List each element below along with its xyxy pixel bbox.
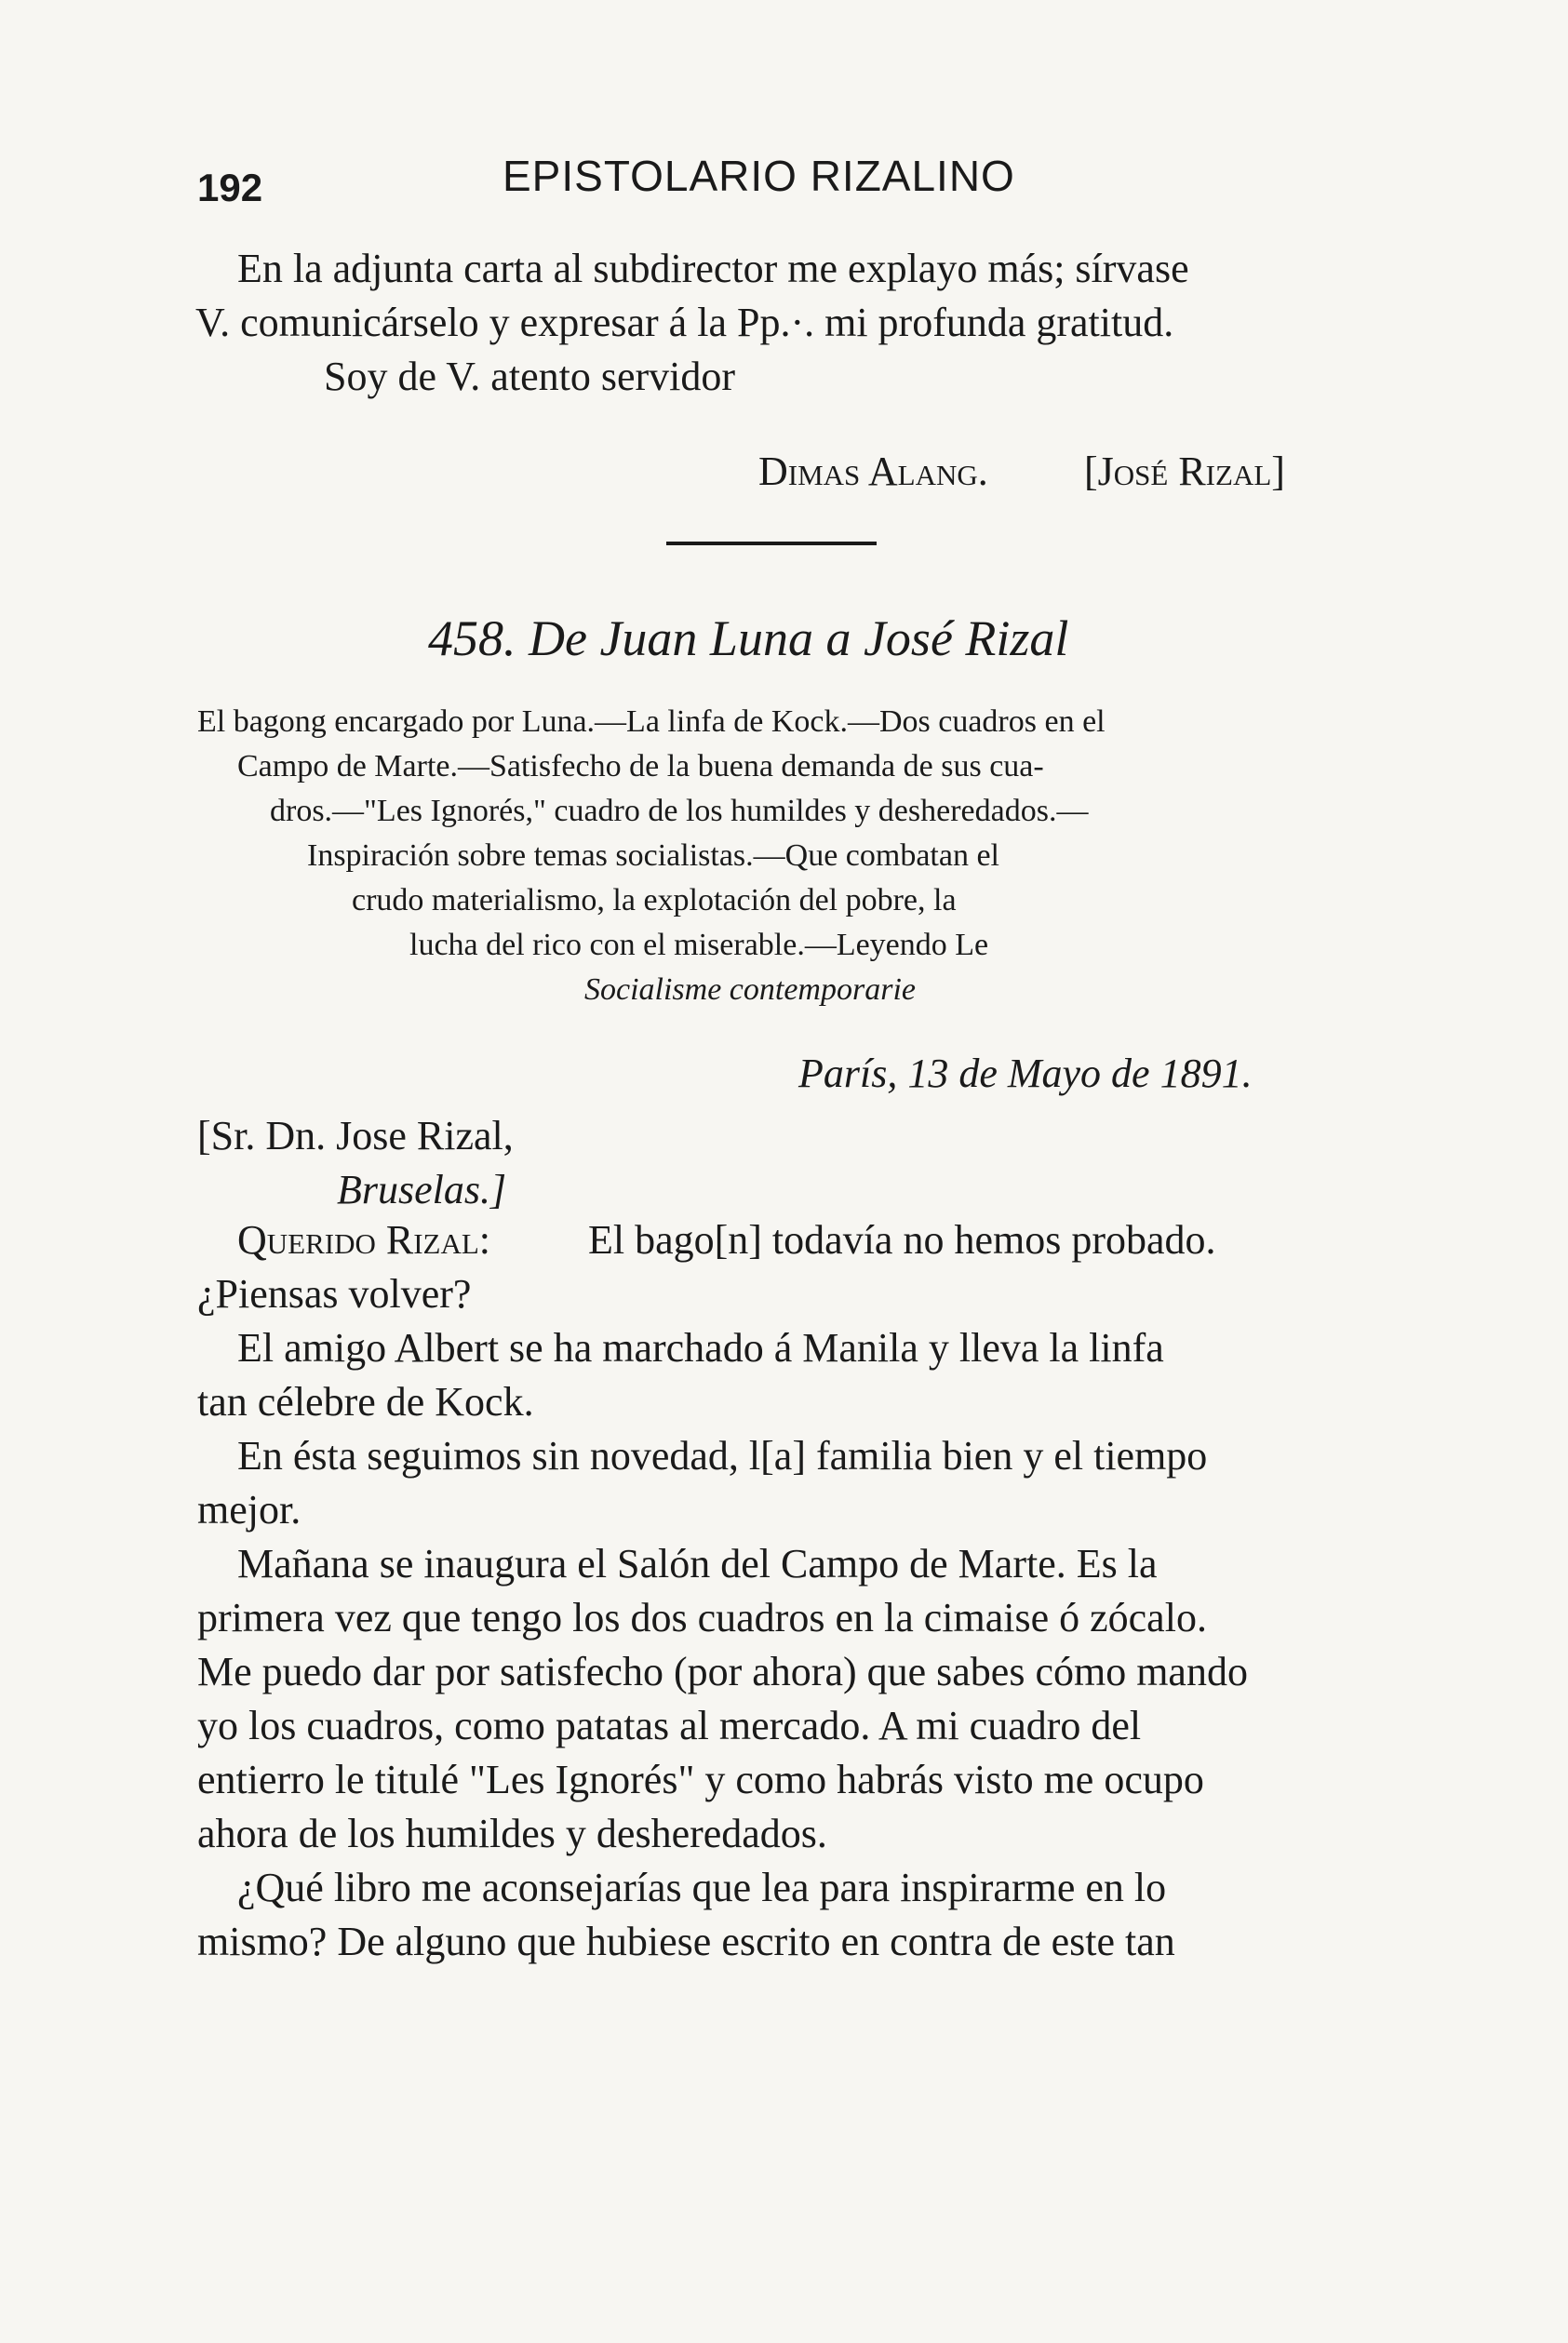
summary-line-6: lucha del rico con el miserable.—Leyendo Le [409,928,989,962]
closing-line-3: Soy de V. atento servidor [324,354,735,399]
summary-line-7: Socialisme contemporarie [584,972,916,1007]
closing-line-2: V. comunicárselo y expresar á la Pp.·. mi profunda gratitud. [195,300,1174,345]
closing-line-1: En la adjunta carta al subdirector me explayo más; sírvase [237,246,1189,291]
body-line-13: ¿Qué libro me aconsejarías que lea para inspirarme en lo [237,1865,1167,1910]
body-line-7: Mañana se inaugura el Salón del Campo de Marte. Es la [237,1541,1158,1587]
letter-date: París, 13 de Mayo de 1891. [798,1051,1253,1096]
summary-line-1: El bagong encargado por Luna.—La linfa de Kock.—Dos cuadros en el [197,704,1106,739]
body-line-10: yo los cuadros, como patatas al mercado. A mi cuadro del [197,1703,1142,1748]
body-line-4: tan célebre de Kock. [197,1379,534,1425]
body-line-2: ¿Piensas volver? [197,1271,472,1317]
body-line-6: mejor. [197,1487,302,1533]
body-line-9: Me puedo dar por satisfecho (por ahora) que sabes cómo mando [197,1649,1248,1694]
summary-line-3: dros.—"Les Ignorés," cuadro de los humildes y desheredados.— [270,794,1089,828]
body-line-12: ahora de los humildes y desheredados. [197,1811,827,1856]
summary-line-5: crudo materialismo, la explotación del pobre, la [352,883,957,917]
page-number: 192 [197,166,263,209]
letter-title: 458. De Juan Luna a José Rizal [428,610,1069,666]
body-line-3: El amigo Albert se ha marchado á Manila y lleva la linfa [237,1325,1164,1371]
addressee-line-2: Bruselas.] [337,1167,507,1212]
summary-line-4: Inspiración sobre temas socialistas.—Que combatan el [307,838,999,873]
addressee-line-1: [Sr. Dn. Jose Rizal, [197,1113,514,1158]
body-line-14: mismo? De alguno que hubiese escrito en contra de este tan [197,1919,1175,1964]
section-divider [666,542,877,545]
body-line-5: En ésta seguimos sin novedad, l[a] familia bien y el tiempo [237,1433,1208,1479]
summary-line-2: Campo de Marte.—Satisfecho de la buena demanda de sus cua- [237,749,1044,783]
signature-pseudonym: Dimas Alang. [758,449,988,494]
running-title: EPISTOLARIO RIZALINO [503,152,1015,200]
signature-real-name: [José Rizal] [1084,449,1285,494]
body-line-8: primera vez que tengo los dos cuadros en la cimaise ó zócalo. [197,1595,1207,1640]
salutation: Querido Rizal: [237,1217,491,1263]
body-line-11: entierro le titulé "Les Ignorés" y como habrás visto me ocupo [197,1757,1204,1802]
body-line-1: El bago[n] todavía no hemos probado. [588,1217,1216,1263]
